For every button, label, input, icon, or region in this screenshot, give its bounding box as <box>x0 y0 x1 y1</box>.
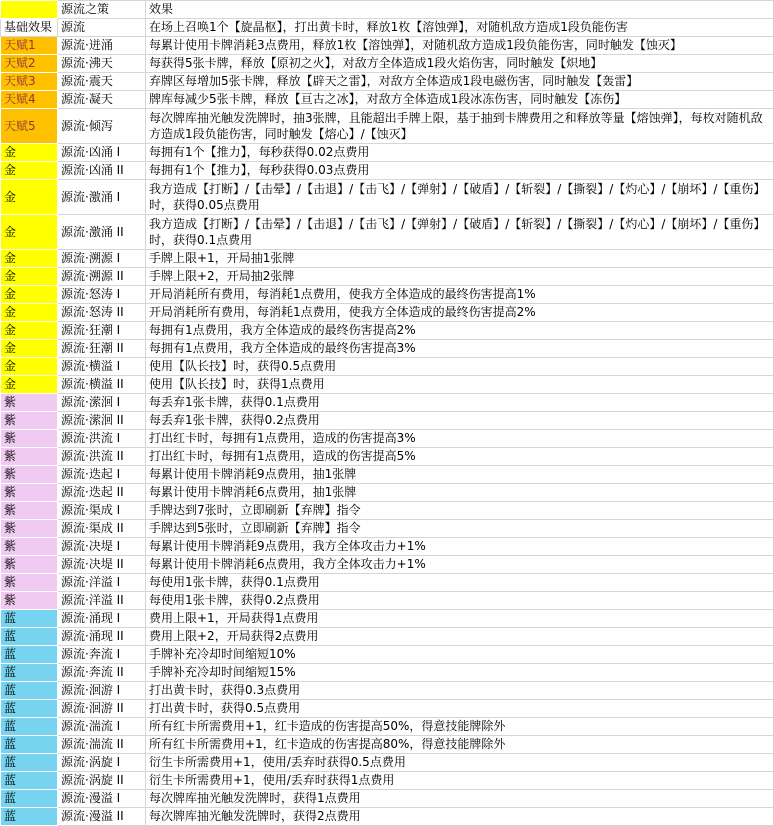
tier-cell[interactable]: 基础效果 <box>1 19 58 37</box>
tier-cell[interactable]: 蓝 <box>1 664 58 682</box>
strategy-name-cell[interactable]: 源流·凶涌 I <box>58 144 146 162</box>
strategy-name-cell[interactable]: 源流·洋溢 II <box>58 592 146 610</box>
effect-cell[interactable]: 开局消耗所有费用，每消耗1点费用，使我方全体造成的最终伤害提高1% <box>146 286 773 304</box>
column-header-name[interactable]: 源流之策 <box>58 1 146 19</box>
tier-cell[interactable]: 蓝 <box>1 772 58 790</box>
tier-cell[interactable]: 紫 <box>1 412 58 430</box>
effect-cell[interactable]: 每拥有1点费用，我方全体造成的最终伤害提高2% <box>146 322 773 340</box>
tier-cell[interactable]: 紫 <box>1 484 58 502</box>
table-row <box>1 466 773 484</box>
table-row <box>1 412 773 430</box>
table-row <box>1 304 773 322</box>
tier-cell[interactable]: 蓝 <box>1 700 58 718</box>
tier-cell[interactable]: 紫 <box>1 430 58 448</box>
corner-cell[interactable] <box>1 1 58 19</box>
strategy-name-cell[interactable]: 源流·怒涛 II <box>58 304 146 322</box>
table-row <box>1 646 773 664</box>
table-row <box>1 19 773 37</box>
table-row <box>1 180 773 215</box>
tier-cell[interactable]: 金 <box>1 144 58 162</box>
strategy-name-cell[interactable]: 源流·溯源 I <box>58 250 146 268</box>
effect-cell[interactable]: 每次牌库抽光触发洗牌时，获得2点费用 <box>146 808 773 826</box>
table-row <box>1 376 773 394</box>
tier-cell[interactable]: 金 <box>1 376 58 394</box>
effect-cell[interactable]: 弃牌区每增加5张卡牌，释放【辟天之雷】，对敌方全体造成1段电磁伤害，同时触发【轰雷】 <box>146 73 773 91</box>
tier-cell[interactable]: 蓝 <box>1 682 58 700</box>
table-row <box>1 430 773 448</box>
tier-cell[interactable]: 天赋5 <box>1 109 58 144</box>
effect-cell[interactable]: 费用上限+1，开局获得1点费用 <box>146 610 773 628</box>
strategy-name-cell[interactable]: 源流·涌现 II <box>58 628 146 646</box>
strategy-name-cell[interactable]: 源流·迸涌 <box>58 37 146 55</box>
table-row <box>1 286 773 304</box>
table-row <box>1 144 773 162</box>
table-body <box>1 19 773 826</box>
tier-cell[interactable]: 金 <box>1 215 58 250</box>
tier-cell[interactable]: 天赋4 <box>1 91 58 109</box>
table-row <box>1 628 773 646</box>
strategy-name-cell[interactable]: 源流·横溢 II <box>58 376 146 394</box>
table-row <box>1 736 773 754</box>
tier-cell[interactable]: 紫 <box>1 538 58 556</box>
tier-cell[interactable]: 紫 <box>1 394 58 412</box>
strategy-name-cell[interactable]: 源流·涌现 I <box>58 610 146 628</box>
table-row <box>1 772 773 790</box>
table-row <box>1 340 773 358</box>
strategy-name-cell[interactable]: 源流·激涌 II <box>58 215 146 250</box>
tier-cell[interactable]: 金 <box>1 358 58 376</box>
effect-cell[interactable]: 每累计使用卡牌消耗6点费用，抽1张牌 <box>146 484 773 502</box>
tier-cell[interactable]: 金 <box>1 340 58 358</box>
table-row <box>1 268 773 286</box>
strategy-name-cell[interactable]: 源流·漫溢 I <box>58 790 146 808</box>
effect-cell[interactable]: 每拥有1个【推力】，每秒获得0.02点费用 <box>146 144 773 162</box>
table-row <box>1 55 773 73</box>
tier-cell[interactable]: 紫 <box>1 574 58 592</box>
effect-cell[interactable]: 手牌上限+1，开局抽1张牌 <box>146 250 773 268</box>
table-row <box>1 394 773 412</box>
tier-cell[interactable]: 金 <box>1 322 58 340</box>
table-row <box>1 520 773 538</box>
effect-cell[interactable]: 使用【队长技】时，获得0.5点费用 <box>146 358 773 376</box>
effect-cell[interactable]: 手牌补充冷却时间缩短15% <box>146 664 773 682</box>
strategy-name-cell[interactable]: 源流·渠成 I <box>58 502 146 520</box>
strategy-name-cell[interactable]: 源流·沸天 <box>58 55 146 73</box>
effect-cell[interactable]: 所有红卡所需费用+1，红卡造成的伤害提高50%，得意技能牌除外 <box>146 718 773 736</box>
effect-cell[interactable]: 开局消耗所有费用，每消耗1点费用，使我方全体造成的最终伤害提高2% <box>146 304 773 322</box>
tier-cell[interactable]: 金 <box>1 250 58 268</box>
strategy-name-cell[interactable]: 源流·迭起 II <box>58 484 146 502</box>
effect-cell[interactable]: 每累计使用卡牌消耗6点费用，我方全体攻击力+1% <box>146 556 773 574</box>
tier-cell[interactable]: 天赋2 <box>1 55 58 73</box>
table-row <box>1 682 773 700</box>
tier-cell[interactable]: 金 <box>1 180 58 215</box>
tier-cell[interactable]: 蓝 <box>1 610 58 628</box>
strategy-name-cell[interactable]: 源流·洪流 II <box>58 448 146 466</box>
tier-cell[interactable]: 紫 <box>1 520 58 538</box>
strategy-name-cell[interactable]: 源流·湍流 II <box>58 736 146 754</box>
strategy-name-cell[interactable]: 源流·渠成 II <box>58 520 146 538</box>
effect-cell[interactable]: 每拥有1个【推力】，每秒获得0.03点费用 <box>146 162 773 180</box>
effect-cell[interactable]: 打出黄卡时，获得0.5点费用 <box>146 700 773 718</box>
strategy-name-cell[interactable]: 源流·决堤 I <box>58 538 146 556</box>
tier-cell[interactable]: 金 <box>1 268 58 286</box>
strategy-name-cell[interactable]: 源流·横溢 I <box>58 358 146 376</box>
tier-cell[interactable]: 紫 <box>1 502 58 520</box>
effect-cell[interactable]: 每丢弃1张卡牌，获得0.1点费用 <box>146 394 773 412</box>
table-header-row <box>1 1 773 19</box>
effect-cell[interactable]: 手牌达到5张时，立即刷新【弃牌】指令 <box>146 520 773 538</box>
effect-cell[interactable]: 每累计使用卡牌消耗3点费用，释放1枚【溶蚀弹】，对随机敌方造成1段负能伤害，同时触发【蚀灭】 <box>146 37 773 55</box>
table-row <box>1 358 773 376</box>
strategy-name-cell[interactable]: 源流·潆洄 II <box>58 412 146 430</box>
tier-cell[interactable]: 天赋3 <box>1 73 58 91</box>
effect-cell[interactable]: 打出红卡时，每拥有1点费用，造成的伤害提高3% <box>146 430 773 448</box>
table-row <box>1 250 773 268</box>
effect-cell[interactable]: 每拥有1点费用，我方全体造成的最终伤害提高3% <box>146 340 773 358</box>
tier-cell[interactable]: 紫 <box>1 592 58 610</box>
effect-cell[interactable]: 打出黄卡时，获得0.3点费用 <box>146 682 773 700</box>
strategy-name-cell[interactable]: 源流·激涌 I <box>58 180 146 215</box>
table-row <box>1 610 773 628</box>
effect-cell[interactable]: 每丢弃1张卡牌，获得0.2点费用 <box>146 412 773 430</box>
strategy-name-cell[interactable]: 源流·凝天 <box>58 91 146 109</box>
effect-cell[interactable]: 手牌上限+2，开局抽2张牌 <box>146 268 773 286</box>
strategy-name-cell[interactable]: 源流·狂潮 II <box>58 340 146 358</box>
strategy-name-cell[interactable]: 源流·奔流 II <box>58 664 146 682</box>
table-row <box>1 790 773 808</box>
table-row <box>1 574 773 592</box>
table-row <box>1 592 773 610</box>
effect-cell[interactable]: 每使用1张卡牌，获得0.2点费用 <box>146 592 773 610</box>
table-row <box>1 37 773 55</box>
strategy-name-cell[interactable]: 源流·震天 <box>58 73 146 91</box>
tier-cell[interactable]: 紫 <box>1 448 58 466</box>
effect-cell[interactable]: 我方造成【打断】/【击晕】/【击退】/【击飞】/【弹射】/【破盾】/【斩裂】/【撕裂】/【灼心】/【崩坏】/【重伤】时，获得0.05点费用 <box>146 180 773 215</box>
strategy-name-cell[interactable]: 源流·湍流 I <box>58 718 146 736</box>
strategy-name-cell[interactable]: 源流·洄游 I <box>58 682 146 700</box>
strategy-name-cell[interactable]: 源流·涡旋 I <box>58 754 146 772</box>
tier-cell[interactable]: 蓝 <box>1 790 58 808</box>
table-row <box>1 109 773 144</box>
strategy-name-cell[interactable]: 源流·洪流 I <box>58 430 146 448</box>
tier-cell[interactable]: 金 <box>1 162 58 180</box>
strategy-name-cell[interactable]: 源流·洋溢 I <box>58 574 146 592</box>
effect-cell[interactable]: 我方造成【打断】/【击晕】/【击退】/【击飞】/【弹射】/【破盾】/【斩裂】/【撕裂】/【灼心】/【崩坏】/【重伤】时，获得0.1点费用 <box>146 215 773 250</box>
strategy-name-cell[interactable]: 源流·怒涛 I <box>58 286 146 304</box>
effect-cell[interactable]: 每次牌库抽光触发洗牌时，获得1点费用 <box>146 790 773 808</box>
strategy-name-cell[interactable]: 源流·涡旋 II <box>58 772 146 790</box>
effect-cell[interactable]: 费用上限+2，开局获得2点费用 <box>146 628 773 646</box>
tier-cell[interactable]: 紫 <box>1 556 58 574</box>
effect-cell[interactable]: 手牌补充冷却时间缩短10% <box>146 646 773 664</box>
table-row <box>1 556 773 574</box>
tier-cell[interactable]: 蓝 <box>1 646 58 664</box>
strategy-name-cell[interactable]: 源流·决堤 II <box>58 556 146 574</box>
effect-cell[interactable]: 每累计使用卡牌消耗9点费用，抽1张牌 <box>146 466 773 484</box>
strategy-name-cell[interactable]: 源流·狂潮 I <box>58 322 146 340</box>
effect-cell[interactable]: 每累计使用卡牌消耗9点费用，我方全体攻击力+1% <box>146 538 773 556</box>
effect-cell[interactable]: 每使用1张卡牌，获得0.1点费用 <box>146 574 773 592</box>
effect-cell[interactable]: 使用【队长技】时，获得1点费用 <box>146 376 773 394</box>
strategy-name-cell[interactable]: 源流·潆洄 I <box>58 394 146 412</box>
table-row <box>1 502 773 520</box>
strategy-name-cell[interactable]: 源流·漫溢 II <box>58 808 146 826</box>
tier-cell[interactable]: 蓝 <box>1 808 58 826</box>
effect-cell[interactable]: 在场上召唤1个【旋晶枢】，打出黄卡时，释放1枚【溶蚀弹】，对随机敌方造成1段负能伤害 <box>146 19 773 37</box>
strategy-name-cell[interactable]: 源流·迭起 I <box>58 466 146 484</box>
table-row <box>1 664 773 682</box>
table-row <box>1 73 773 91</box>
strategy-name-cell[interactable]: 源流·洄游 II <box>58 700 146 718</box>
table-row <box>1 718 773 736</box>
tier-cell[interactable]: 金 <box>1 286 58 304</box>
tier-cell[interactable]: 蓝 <box>1 754 58 772</box>
effect-cell[interactable]: 每次牌库抽光触发洗牌时，抽3张牌，且能超出手牌上限，基于抽到卡牌费用之和释放等量【熔蚀弹】，每枚对随机敌方造成1段负能伤害，同时触发【熔心】/【蚀灭】 <box>146 109 773 144</box>
strategy-name-cell[interactable]: 源流 <box>58 19 146 37</box>
strategy-name-cell[interactable]: 源流·倾泻 <box>58 109 146 144</box>
tier-cell[interactable]: 天赋1 <box>1 37 58 55</box>
tier-cell[interactable]: 蓝 <box>1 736 58 754</box>
table-row <box>1 91 773 109</box>
table-row <box>1 484 773 502</box>
effect-cell[interactable]: 手牌达到7张时，立即刷新【弃牌】指令 <box>146 502 773 520</box>
table-row <box>1 700 773 718</box>
tier-cell[interactable]: 蓝 <box>1 628 58 646</box>
strategy-name-cell[interactable]: 源流·溯源 II <box>58 268 146 286</box>
effect-cell[interactable]: 衍生卡所需费用+1，使用/丢弃时获得1点费用 <box>146 772 773 790</box>
tier-cell[interactable]: 蓝 <box>1 718 58 736</box>
table-row <box>1 538 773 556</box>
strategy-name-cell[interactable]: 源流·奔流 I <box>58 646 146 664</box>
table-row <box>1 754 773 772</box>
effect-cell[interactable]: 所有红卡所需费用+1，红卡造成的伤害提高80%，得意技能牌除外 <box>146 736 773 754</box>
effect-cell[interactable]: 牌库每减少5张卡牌，释放【亘古之冰】，对敌方全体造成1段冰冻伤害，同时触发【冻伤】 <box>146 91 773 109</box>
table-row <box>1 162 773 180</box>
table-row <box>1 448 773 466</box>
effect-cell[interactable]: 每获得5张卡牌，释放【原初之火】，对敌方全体造成1段火焰伤害，同时触发【炽地】 <box>146 55 773 73</box>
effect-cell[interactable]: 衍生卡所需费用+1，使用/丢弃时获得0.5点费用 <box>146 754 773 772</box>
column-header-effect[interactable]: 效果 <box>146 1 773 19</box>
tier-cell[interactable]: 紫 <box>1 466 58 484</box>
effect-cell[interactable]: 打出红卡时，每拥有1点费用，造成的伤害提高5% <box>146 448 773 466</box>
table-row <box>1 215 773 250</box>
strategy-name-cell[interactable]: 源流·凶涌 II <box>58 162 146 180</box>
tier-cell[interactable]: 金 <box>1 304 58 322</box>
table-row <box>1 322 773 340</box>
